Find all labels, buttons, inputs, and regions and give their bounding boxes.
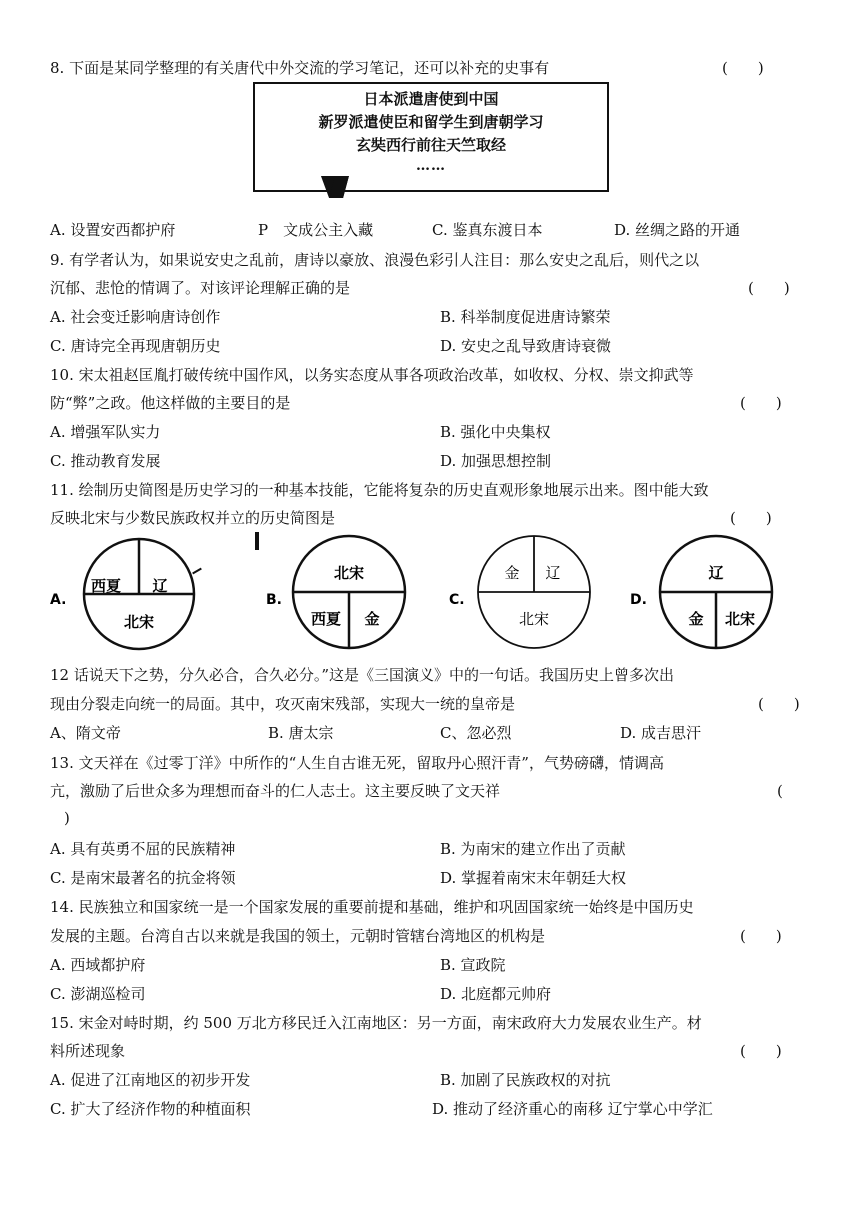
diagram-c-label-liao: 辽 bbox=[545, 564, 561, 582]
q10-option-a: A. 增强军队实力 bbox=[50, 423, 161, 441]
q8-note-ellipsis: …… bbox=[416, 158, 446, 174]
q8-note-3: 玄奘西行前往天竺取经 bbox=[355, 136, 506, 154]
q11-answer-paren: ( ) bbox=[730, 509, 772, 527]
q11-stem-line2: 反映北宋与少数民族政权并立的历史简图是 bbox=[50, 509, 336, 527]
q9-option-d: D. 安史之乱导致唐诗衰微 bbox=[440, 337, 612, 355]
q14-stem-line1: 14. 民族独立和国家统一是一个国家发展的重要前提和基础，维护和巩固国家统一始终是中国历史 bbox=[50, 898, 694, 916]
q10-option-b: B. 强化中央集权 bbox=[440, 423, 551, 441]
q13-option-a: A. 具有英勇不屈的民族精神 bbox=[50, 840, 236, 858]
q11-diagrams bbox=[0, 532, 860, 672]
q12-option-d: D. 成吉思汗 bbox=[620, 724, 702, 742]
q11-stem-line1: 11. 绘制历史简图是历史学习的一种基本技能，它能将复杂的历史直观形象地展示出来。图中能大致 bbox=[50, 481, 709, 499]
q13-stem-line2: 亢，激励了后世众多为理想而奋斗的仁人志士。这主要反映了文天祥 bbox=[50, 782, 501, 800]
q13-answer-paren-close: ) bbox=[64, 809, 70, 827]
q9-option-a: A. 社会变迁影响唐诗创作 bbox=[50, 308, 221, 326]
q15-answer-paren: ( ) bbox=[740, 1042, 782, 1060]
diagram-b-label-xixia: 西夏 bbox=[310, 610, 342, 628]
diagram-c-letter: C. bbox=[449, 592, 465, 608]
q14-option-a: A. 西域都护府 bbox=[50, 956, 146, 974]
diagram-d-label-liao: 辽 bbox=[708, 564, 724, 582]
q12-answer-paren: ( ) bbox=[758, 695, 800, 713]
q13-option-c: C. 是南宋最著名的抗金将领 bbox=[50, 869, 236, 887]
q8-answer-paren: ( ) bbox=[722, 59, 764, 77]
q15-stem-line1: 15. 宋金对峙时期，约 500 万北方移民迁入江南地区：另一方面，南宋政府大力发展农业生产。材 bbox=[50, 1014, 702, 1032]
q8-option-b: P 文成公主入藏 bbox=[258, 221, 374, 239]
diagram-c-label-beisong: 北宋 bbox=[518, 610, 550, 628]
diagram-d-label-jin: 金 bbox=[688, 610, 704, 628]
q10-stem-line2: 防“弊”之政。他这样做的主要目的是 bbox=[50, 394, 291, 412]
diagram-b-label-beisong: 北宋 bbox=[333, 564, 365, 582]
diagram-d-label-beisong: 北宋 bbox=[724, 610, 756, 628]
q8-option-c: C. 鉴真东渡日本 bbox=[432, 221, 543, 239]
q8-option-d: D. 丝绸之路的开通 bbox=[614, 221, 741, 239]
arrow-mark bbox=[315, 176, 349, 198]
q10-option-d: D. 加强思想控制 bbox=[440, 452, 552, 470]
q9-answer-paren: ( ) bbox=[748, 279, 790, 297]
q14-stem-line2: 发展的主题。台湾自古以来就是我国的领土，元朝时管辖台湾地区的机构是 bbox=[50, 927, 546, 945]
diagram-a bbox=[50, 539, 194, 649]
q15-option-c: C. 扩大了经济作物的种植面积 bbox=[50, 1100, 251, 1118]
q12-stem-line2: 现由分裂走向统一的局面。其中，攻灭南宋残部，实现大一统的皇帝是 bbox=[50, 695, 516, 713]
diagram-a-label-beisong: 北宋 bbox=[123, 613, 155, 631]
q15-stem-line2: 料所述现象 bbox=[50, 1042, 126, 1060]
diagram-a-letter: A. bbox=[50, 592, 67, 608]
q8-stem: 8. 下面是某同学整理的有关唐代中外交流的学习笔记，还可以补充的史事有 bbox=[50, 59, 550, 77]
q13-option-d: D. 掌握着南宋末年朝廷大权 bbox=[440, 869, 627, 887]
q12-stem-line1: 12 话说天下之势，分久必合，合久必分。”这是《三国演义》中的一句话。我国历史上曾多次出 bbox=[50, 666, 675, 684]
diagram-d-letter: D. bbox=[630, 592, 647, 608]
diagram-b-label-jin: 金 bbox=[364, 610, 380, 628]
diagram-a-label-liao: 辽 bbox=[152, 577, 168, 595]
q9-option-c: C. 唐诗完全再现唐朝历史 bbox=[50, 337, 221, 355]
diagram-d bbox=[630, 536, 772, 648]
q13-stem-line1: 13. 文天祥在《过零丁洋》中所作的“人生自古谁无死，留取丹心照汗青”，气势磅礴，情调高 bbox=[50, 754, 664, 772]
q9-stem-line2: 沉郁、悲怆的情调了。对该评论理解正确的是 bbox=[50, 279, 351, 297]
q15-option-d: D. 推动了经济重心的南移 辽宁掌心中学汇 bbox=[432, 1100, 713, 1118]
q12-option-a: A、隋文帝 bbox=[50, 724, 121, 742]
q12-option-b: B. 唐太宗 bbox=[268, 724, 334, 742]
diagram-c bbox=[449, 536, 590, 648]
diagram-c-label-jin: 金 bbox=[504, 564, 520, 582]
q15-option-a: A. 促进了江南地区的初步开发 bbox=[50, 1071, 251, 1089]
q14-option-b: B. 宣政院 bbox=[440, 956, 506, 974]
q12-option-c: C、忽必烈 bbox=[440, 724, 512, 742]
q13-option-b: B. 为南宋的建立作出了贡献 bbox=[440, 840, 626, 858]
q8-note-2: 新罗派遣使臣和留学生到唐朝学习 bbox=[318, 113, 544, 131]
q10-option-c: C. 推动教育发展 bbox=[50, 452, 161, 470]
diagram-b bbox=[266, 536, 405, 648]
diagram-a-label-xixia: 西夏 bbox=[90, 577, 122, 595]
q10-answer-paren: ( ) bbox=[740, 394, 782, 412]
q8-note-1: 日本派遣唐使到中国 bbox=[363, 90, 499, 108]
diagram-b-letter: B. bbox=[266, 592, 282, 608]
q9-option-b: B. 科举制度促进唐诗繁荣 bbox=[440, 308, 611, 326]
q14-option-d: D. 北庭都元帅府 bbox=[440, 985, 552, 1003]
q15-option-b: B. 加剧了民族政权的对抗 bbox=[440, 1071, 611, 1089]
q14-answer-paren: ( ) bbox=[740, 927, 782, 945]
q13-answer-paren-open: ( bbox=[777, 782, 783, 800]
q8-option-a: A. 设置安西都护府 bbox=[50, 221, 176, 239]
q9-stem-line1: 9. 有学者认为，如果说安史之乱前，唐诗以豪放、浪漫色彩引人注目：那么安史之乱后，则代之以 bbox=[50, 251, 700, 269]
q8-study-notes bbox=[253, 82, 609, 192]
q14-option-c: C. 澎湖巡检司 bbox=[50, 985, 146, 1003]
q10-stem-line1: 10. 宋太祖赵匡胤打破传统中国作风，以务实态度从事各项政治改革，如收权、分权、崇文抑武等 bbox=[50, 366, 694, 384]
